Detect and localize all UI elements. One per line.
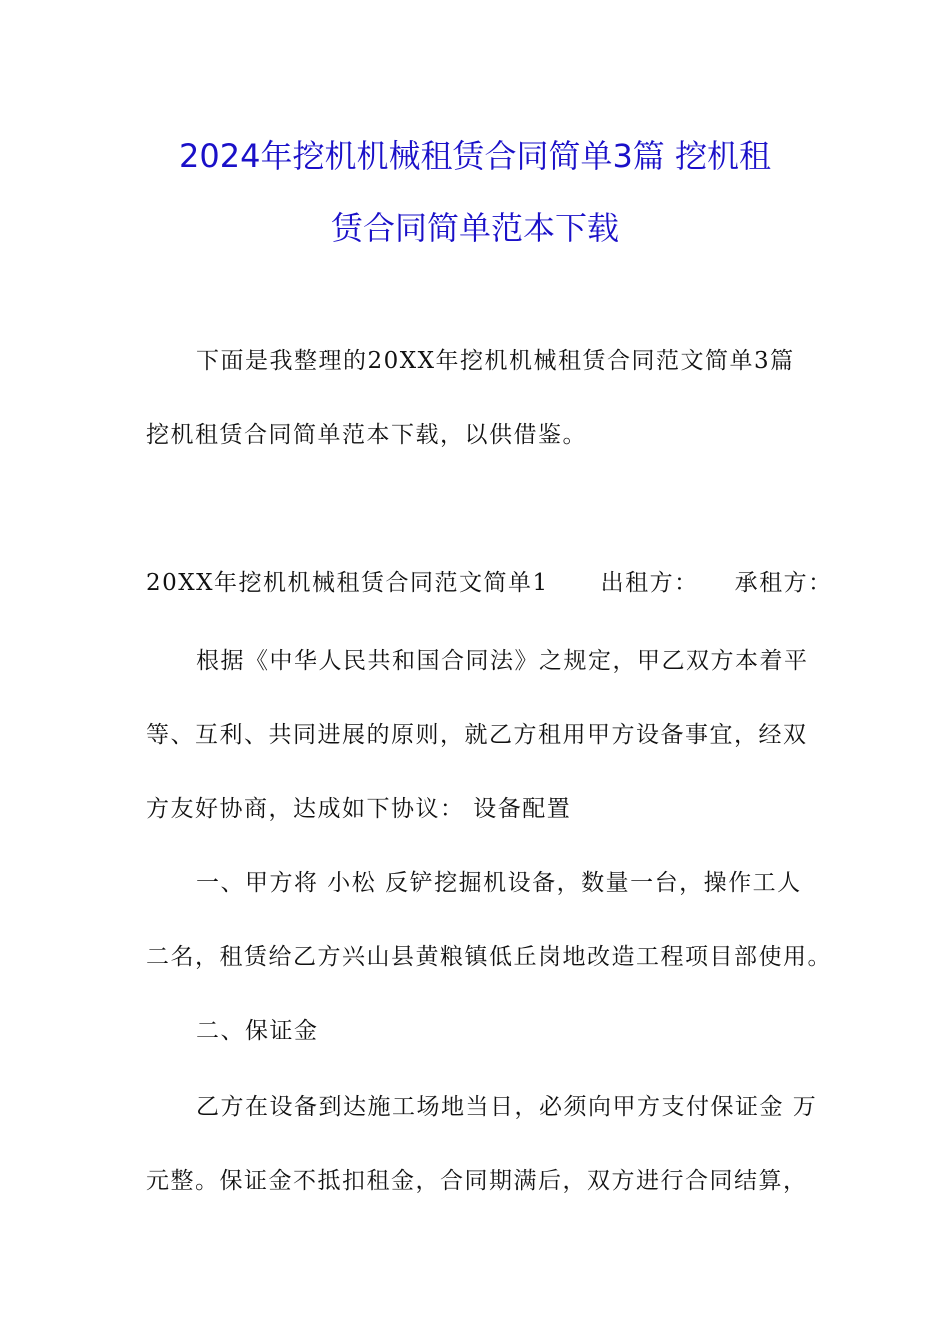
paragraph-3-line-1: 乙方在设备到达施工场地当日，必须向甲方支付保证金 万	[196, 1094, 818, 1120]
intro-text-line-1: 下面是我整理的20XX年挖机机械租赁合同范文简单3篇	[196, 348, 795, 374]
page-title-line-2: 赁合同简单范本下载	[330, 209, 619, 247]
contract-heading-row	[146, 568, 833, 598]
section-2-title: 二、保证金	[196, 1018, 319, 1044]
contract-heading: 20XX年挖机机械租赁合同范文简单1	[146, 570, 549, 596]
lessor-label: 出租方：	[600, 570, 699, 596]
paragraph-3-line-2: 元整。保证金不抵扣租金，合同期满后，双方进行合同结算，	[146, 1168, 808, 1194]
page-title-line-1: 2024年挖机机械租赁合同简单3篇 挖机租	[179, 137, 771, 175]
paragraph-1-line-3: 方友好协商，达成如下协议： 设备配置	[146, 796, 572, 822]
paragraph-2-line-1: 一、甲方将 小松 反铲挖掘机设备，数量一台，操作工人	[196, 870, 802, 896]
paragraph-1-line-2: 等、互利、共同进展的原则，就乙方租用甲方设备事宜，经双	[146, 722, 808, 748]
lessee-label: 承租方：	[734, 570, 833, 596]
intro-text-line-2: 挖机租赁合同简单范本下载，以供借鉴。	[146, 422, 587, 448]
paragraph-2-line-2: 二名，租赁给乙方兴山县黄粮镇低丘岗地改造工程项目部使用。	[146, 944, 832, 970]
paragraph-1-line-1: 根据《中华人民共和国合同法》之规定，甲乙双方本着平	[196, 648, 809, 674]
